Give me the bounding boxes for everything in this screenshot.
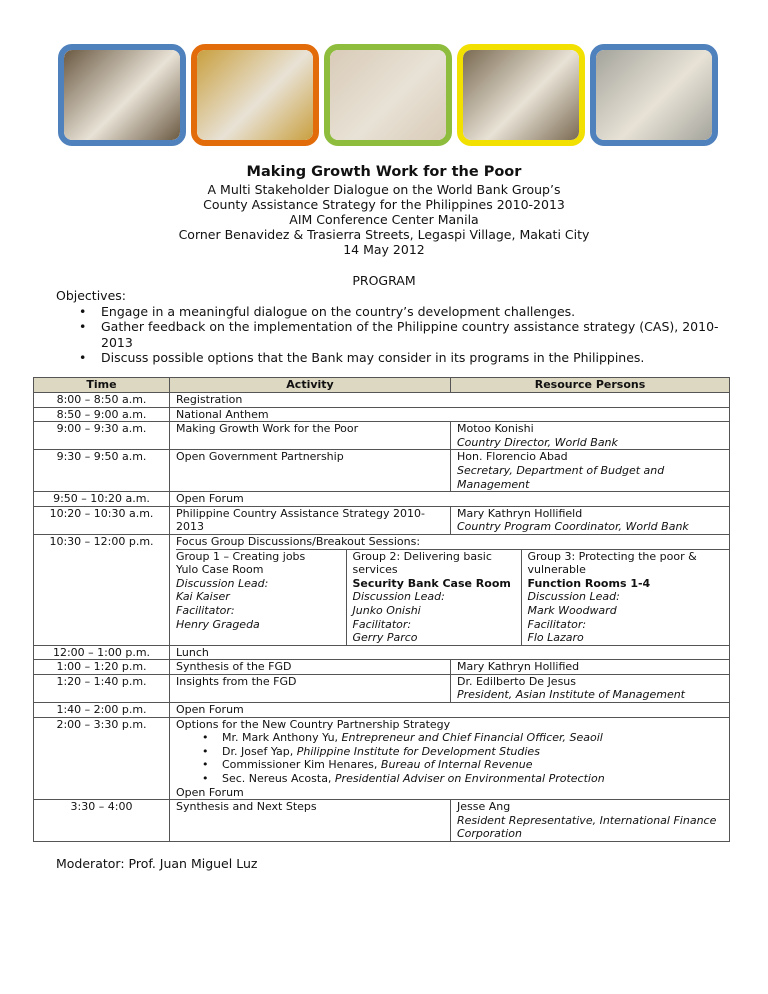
row-activity: Registration <box>170 393 730 408</box>
resource-person: Mary Kathryn Hollified <box>457 660 580 674</box>
panelist-item <box>222 758 723 772</box>
row-resource <box>451 506 730 534</box>
photo-banner <box>58 44 718 146</box>
group-name: Group 3: Protecting the poor & vulnerable <box>527 549 697 577</box>
photo-truck <box>191 44 319 146</box>
lead-label: Discussion Lead: <box>352 590 445 604</box>
address-line: Corner Benavidez & Trasierra Streets, Legaspi Village, Makati City <box>178 227 590 242</box>
panelist-role: Presidential Adviser on Environmental Protection <box>334 772 605 786</box>
program-table <box>33 377 730 842</box>
row-activity: Philippine Country Assistance Strategy 2010-2013 <box>170 506 451 534</box>
facilitator-name: Henry Grageda <box>176 617 260 631</box>
header-resource: Resource Persons <box>451 378 730 393</box>
row-resource <box>451 660 730 675</box>
lead-label: Discussion Lead: <box>176 576 269 590</box>
resource-person: Mary Kathryn Hollifield <box>457 506 583 520</box>
group-1 <box>176 549 346 645</box>
resource-role: Country Director, World Bank <box>457 435 618 449</box>
table-row <box>34 645 730 660</box>
breakout-heading: Focus Group Discussions/Breakout Sessions: <box>176 534 421 548</box>
table-row <box>34 674 730 702</box>
lead-name: Mark Woodward <box>527 603 617 617</box>
row-time: 10:20 – 10:30 a.m. <box>34 506 170 534</box>
panelist-item <box>222 731 723 745</box>
document-title: Making Growth Work for the Poor <box>246 164 522 180</box>
table-row <box>34 506 730 534</box>
row-activity <box>170 717 730 800</box>
panelist-item <box>222 745 723 759</box>
table-row <box>34 450 730 492</box>
facilitator-label: Facilitator: <box>352 617 412 631</box>
resource-role: President, Asian Institute of Management <box>457 688 685 702</box>
row-time: 8:50 – 9:00 a.m. <box>34 407 170 422</box>
group-room: Yulo Case Room <box>176 563 264 577</box>
row-resource <box>451 674 730 702</box>
row-activity: Open Forum <box>170 492 730 507</box>
groups-row <box>176 549 729 645</box>
header-time: Time <box>34 378 170 393</box>
row-activity: Lunch <box>170 645 730 660</box>
table-row <box>34 492 730 507</box>
table-row <box>34 534 730 645</box>
row-time: 1:00 – 1:20 p.m. <box>34 660 170 675</box>
photo-clinic <box>324 44 452 146</box>
facilitator-name: Gerry Parco <box>352 631 418 645</box>
row-time: 9:50 – 10:20 a.m. <box>34 492 170 507</box>
panelist-role: Entrepreneur and Chief Financial Officer, Seaoil <box>341 731 603 745</box>
objective-item: • Gather feedback on the implementation of the Philippine country assistance strategy (CAS), 2010-2013 <box>101 319 736 350</box>
subtitle-line-2: County Assistance Strategy for the Philippines 2010-2013 <box>203 197 565 212</box>
row-activity: Insights from the FGD <box>170 674 451 702</box>
row-time: 3:30 – 4:00 <box>34 800 170 842</box>
panel-open-forum: Open Forum <box>176 785 244 799</box>
table-row <box>34 800 730 842</box>
row-activity: Open Forum <box>170 703 730 718</box>
table-row <box>34 703 730 718</box>
resource-person: Jesse Ang <box>457 800 511 814</box>
row-activity: National Anthem <box>170 407 730 422</box>
photo-meeting <box>590 44 718 146</box>
row-time: 2:00 – 3:30 p.m. <box>34 717 170 800</box>
venue-line: AIM Conference Center Manila <box>289 212 479 227</box>
panelist-name: Commissioner Kim Henares, <box>222 758 381 772</box>
group-2 <box>346 549 521 645</box>
panelist-name: Dr. Josef Yap, <box>222 744 297 758</box>
header-activity: Activity <box>170 378 451 393</box>
resource-role: Resident Representative, International Finance Corporation <box>457 813 717 841</box>
lead-name: Kai Kaiser <box>176 590 230 604</box>
panelist-item <box>222 772 723 786</box>
lead-label: Discussion Lead: <box>527 590 620 604</box>
row-resource <box>451 800 730 842</box>
table-row <box>34 393 730 408</box>
row-resource <box>451 422 730 450</box>
breakout-groups <box>176 549 729 645</box>
resource-person: Hon. Florencio Abad <box>457 450 568 464</box>
objectives-label: Objectives: <box>56 288 126 303</box>
row-activity: Synthesis of the FGD <box>170 660 451 675</box>
panel-list <box>176 731 723 785</box>
row-activity: Open Government Partnership <box>170 450 451 492</box>
resource-person: Motoo Konishi <box>457 422 534 436</box>
panelist-role: Philippine Institute for Development Studies <box>296 744 540 758</box>
objectives-section <box>56 288 736 366</box>
row-time: 1:40 – 2:00 p.m. <box>34 703 170 718</box>
resource-role: Country Program Coordinator, World Bank <box>457 520 689 534</box>
group-name: Group 1 – Creating jobs <box>176 549 306 563</box>
photo-women <box>457 44 585 146</box>
facilitator-label: Facilitator: <box>527 617 587 631</box>
row-time: 8:00 – 8:50 a.m. <box>34 393 170 408</box>
photo-market <box>58 44 186 146</box>
resource-role: Secretary, Department of Budget and Management <box>457 463 665 491</box>
row-activity: Synthesis and Next Steps <box>170 800 451 842</box>
row-time: 9:30 – 9:50 a.m. <box>34 450 170 492</box>
panel-heading: Options for the New Country Partnership Strategy <box>176 717 451 731</box>
resource-person: Dr. Edilberto De Jesus <box>457 674 577 688</box>
subtitle-line-1: A Multi Stakeholder Dialogue on the World Bank Group’s <box>207 182 561 197</box>
row-time: 9:00 – 9:30 a.m. <box>34 422 170 450</box>
row-time: 12:00 – 1:00 p.m. <box>34 645 170 660</box>
row-activity <box>170 534 730 645</box>
row-time: 1:20 – 1:40 p.m. <box>34 674 170 702</box>
table-row <box>34 407 730 422</box>
row-time: 10:30 – 12:00 p.m. <box>34 534 170 645</box>
table-row <box>34 660 730 675</box>
lead-name: Junko Onishi <box>352 603 421 617</box>
facilitator-name: Flo Lazaro <box>527 631 584 645</box>
row-activity: Making Growth Work for the Poor <box>170 422 451 450</box>
table-row <box>34 422 730 450</box>
objective-item: • Discuss possible options that the Bank may consider in its programs in the Philippines. <box>101 350 736 366</box>
panelist-name: Sec. Nereus Acosta, <box>222 772 335 786</box>
program-heading: PROGRAM <box>352 273 416 288</box>
moderator-line: Moderator: Prof. Juan Miguel Luz <box>56 856 258 871</box>
table-row <box>34 717 730 800</box>
objective-item: • Engage in a meaningful dialogue on the country’s development challenges. <box>101 304 736 320</box>
panelist-name: Mr. Mark Anthony Yu, <box>222 731 342 745</box>
group-room: Security Bank Case Room <box>352 576 511 590</box>
row-resource <box>451 450 730 492</box>
group-3 <box>521 549 729 645</box>
group-name: Group 2: Delivering basic services <box>352 549 492 577</box>
panelist-role: Bureau of Internal Revenue <box>380 758 533 772</box>
objectives-list <box>56 304 736 366</box>
table-header-row <box>34 378 730 393</box>
group-room: Function Rooms 1-4 <box>527 576 651 590</box>
date-line: 14 May 2012 <box>343 242 425 257</box>
facilitator-label: Facilitator: <box>176 603 235 617</box>
